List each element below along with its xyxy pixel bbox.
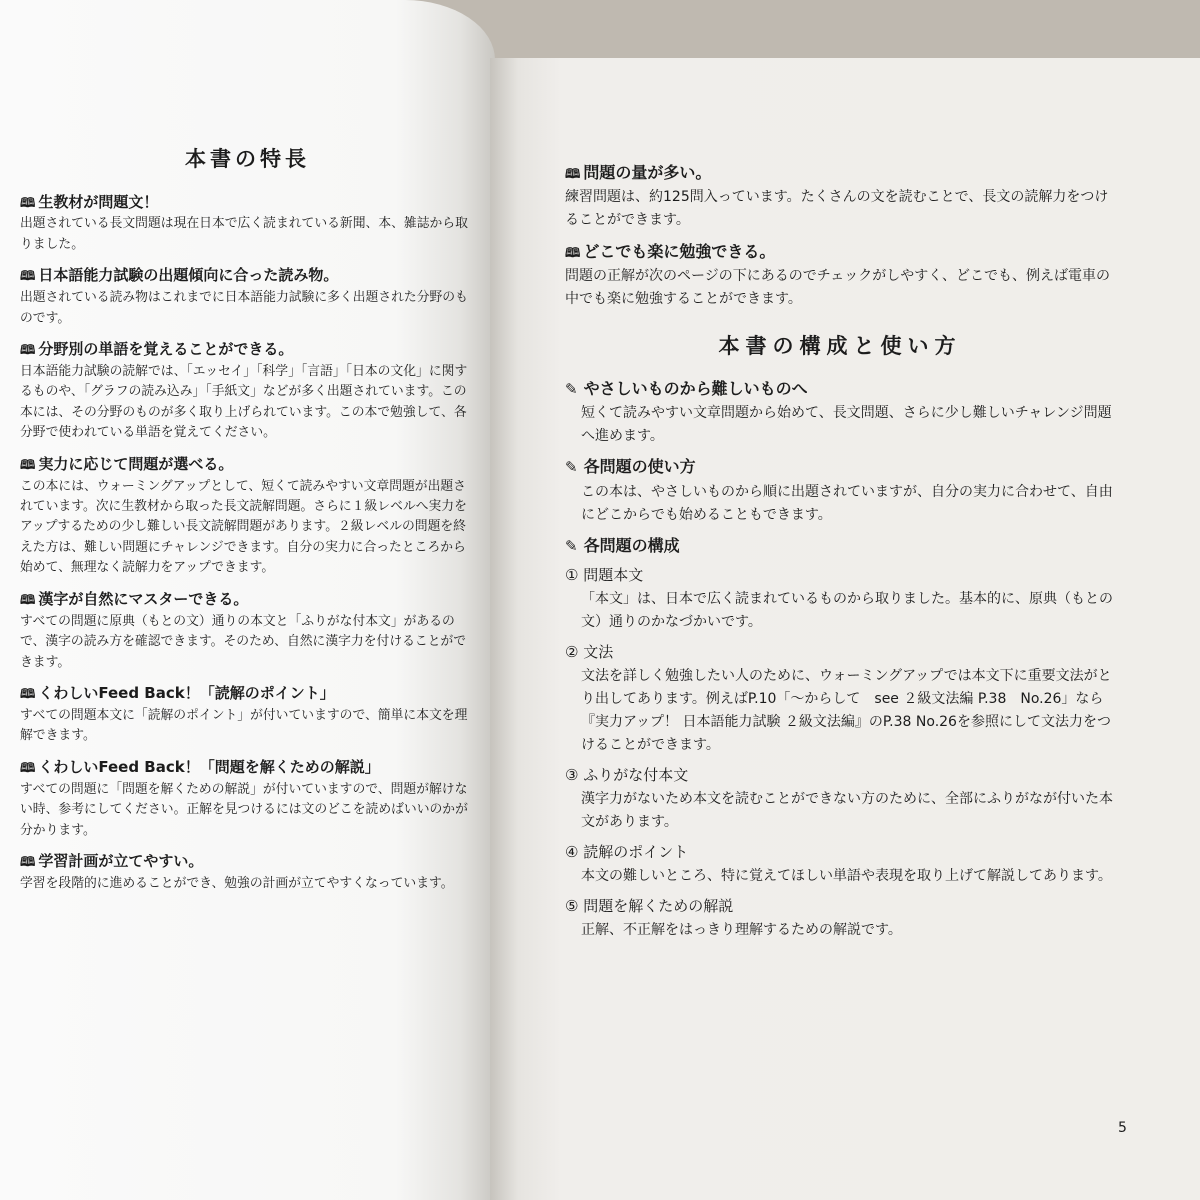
usage-text: この本は、やさしいものから順に出題されていますが、自分の実力に合わせて、自由にどこからでも始めることもできます。 [581, 483, 1113, 523]
structure-item-text: 漢字力がないため本文を読むことができない方のために、全部にふりがなが付いた本文があります。 [581, 791, 1113, 831]
feature-heading: 🕮 実力に応じて問題が選べる。 [20, 452, 475, 477]
book-icon: 🕮 [565, 167, 581, 182]
feature-heading: 🕮 分野別の単語を覚えることができる。 [20, 337, 475, 362]
book-icon: 🕮 [565, 245, 581, 261]
structure-item-heading: ③ ふりがな付本文 [565, 766, 689, 785]
usage-text: 短くて読みやすい文章問題から始めて、長文問題、さらに少し難しいチャレンジ問題へ進めます。 [581, 405, 1112, 445]
feature-heading: 🕮 生教材が問題文！ [20, 190, 475, 215]
usage-heading: ✎ 各問題の構成 [565, 533, 1115, 559]
features-column [20, 142, 475, 894]
feature-heading: 🕮 くわしいFeed Back！「問題を解くための解説」 [20, 755, 475, 780]
pen-icon: ✎ [565, 379, 578, 398]
structure-item-heading: ⑤ 問題を解くための解説 [565, 897, 734, 916]
feature-text: すべての問題本文に「読解のポイント」が付いていますので、簡単に本文を理解できます。 [20, 707, 468, 744]
structure-item-text: 正解、不正解をはっきり理解するための解説です。 [581, 921, 902, 938]
structure-item-heading: ④ 読解のポイント [565, 843, 689, 862]
book-icon: 🕮 [20, 592, 36, 608]
section-title: 本書の構成と使い方 [718, 333, 962, 359]
feature-heading: 🕮 くわしいFeed Back！「読解のポイント」 [20, 681, 475, 706]
feature-heading: 🕮 学習計画が立てやすい。 [20, 849, 475, 874]
feature-text: 日本語能力試験の読解では、「エッセイ」「科学」「言語」「日本の文化」に関するものや、「グラフの読み込み」「手紙文」などが多く出題されています。この本には、その分野のものが多く取り上げられています。この本で勉強して、各分野で使われている単語を覚えてください。 [20, 363, 468, 441]
book-icon: 🕮 [20, 269, 36, 285]
feature-text: 出題されている長文問題は現在日本で広く読まれている新聞、本、雑誌から取りました。 [20, 216, 468, 252]
feature-heading: 🕮 日本語能力試験の出題傾向に合った読み物。 [20, 263, 475, 288]
page-title: 本書の特長 [185, 146, 310, 171]
pen-icon: ✎ [565, 536, 578, 555]
structure-item-text: 「本文」は、日本で広く読まれているものから取りました。基本的に、原典（もとの文）通りのかなづかいです。 [581, 591, 1113, 631]
feature-heading: 🕮 どこでも楽に勉強できる。 [565, 239, 1115, 265]
page-number: 5 [1118, 1120, 1127, 1136]
feature-text: すべての問題に原典（もとの文）通りの本文と「ふりがな付本文」があるので、漢字の読み方を確認できます。そのため、自然に漢字力を付けることができます。 [20, 613, 467, 670]
usage-heading: ✎ 各問題の使い方 [565, 454, 1115, 480]
usage-column [565, 160, 1115, 948]
feature-heading: 🕮 問題の量が多い。 [565, 160, 1115, 186]
feature-heading: 🕮 漢字が自然にマスターできる。 [20, 587, 475, 612]
book-icon: 🕮 [20, 343, 36, 359]
feature-text: 出題されている読み物はこれまでに日本語能力試験に多く出題された分野のものです。 [20, 290, 468, 326]
left-page [0, 0, 495, 1200]
book-icon: 🕮 [20, 687, 36, 703]
feature-text: 学習を段階的に進めることができ、勉強の計画が立てやすくなっています。 [20, 875, 454, 891]
book-icon: 🕮 [20, 195, 36, 211]
book-icon: 🕮 [20, 457, 36, 473]
feature-text: この本には、ウォーミングアップとして、短くて読みやすい文章問題が出題されています。次に生教材から取った長文読解問題。さらに１級レベルへ実力をアップするための少し難しい長文読解問題があります。２級レベルの問題を終えた方は、難しい問題にチャレンジできます。自分の実力に合ったところから始めて、無理なく読解力をアップできます。 [20, 478, 467, 576]
pen-icon: ✎ [565, 458, 578, 477]
book-icon: 🕮 [20, 855, 36, 871]
structure-item-text: 本文の難しいところ、特に覚えてほしい単語や表現を取り上げて解説してあります。 [581, 868, 1112, 885]
usage-heading: ✎ やさしいものから難しいものへ [565, 376, 1115, 402]
structure-item-heading: ② 文法 [565, 643, 614, 662]
book-icon: 🕮 [20, 760, 36, 776]
feature-text: すべての問題に「問題を解くための解説」が付いていますので、問題が解けない時、参考にしてください。正解を見つけるには文のどこを読めばいいのかが分かります。 [20, 781, 468, 838]
feature-text: 問題の正解が次のページの下にあるのでチェックがしやすく、どこでも、例えば電車の中でも楽に勉強することができます。 [565, 267, 1111, 308]
structure-item-heading: ① 問題本文 [565, 566, 644, 585]
feature-text: 練習問題は、約125問入っています。たくさんの文を読むことで、長文の読解力をつけることができます。 [565, 189, 1109, 229]
structure-item-text: 文法を詳しく勉強したい人のために、ウォーミングアップでは本文下に重要文法がとり出してあります。例えばP.10「～からして see ２級文法編 P.38 No.26」なら『実力アップ！ 日本語能力試験 ２級文法編』のP.38 No.26を参照にして文法力をつけることができます。 [581, 668, 1112, 754]
